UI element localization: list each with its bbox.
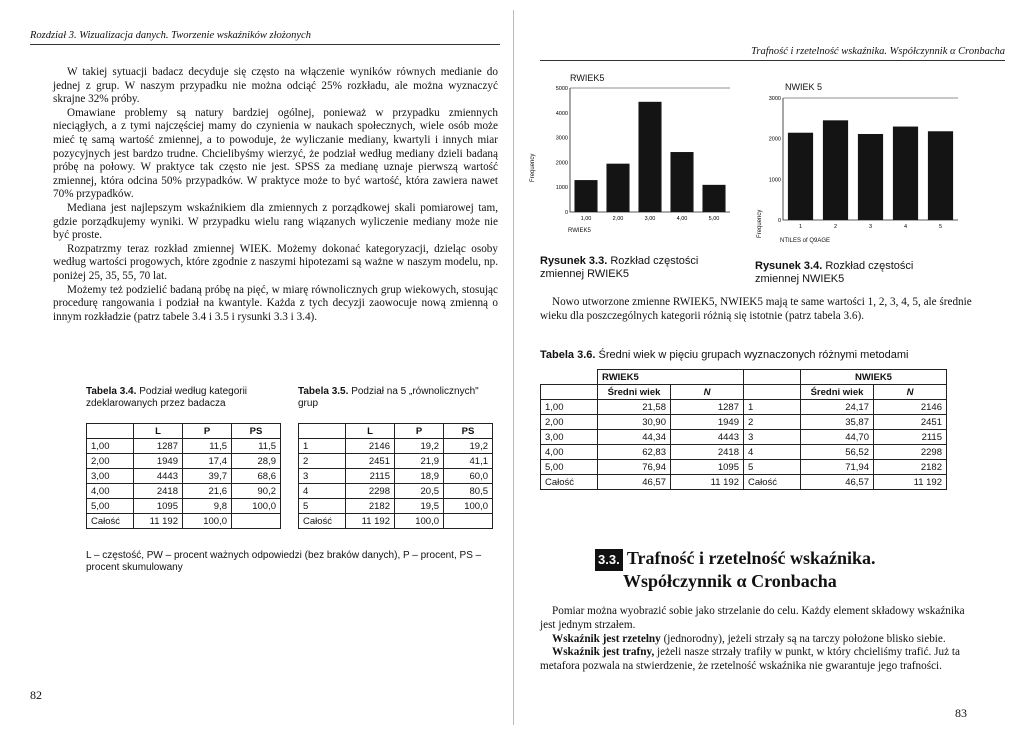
t34-cell: 68,6 [232, 469, 281, 484]
t35-cell: 100,0 [395, 514, 444, 529]
y-tick-label: 0 [564, 210, 568, 216]
t36-cell: 1949 [671, 415, 744, 430]
table-row [541, 430, 947, 445]
t36-cell: Całość [744, 475, 801, 490]
right-header-rule [540, 60, 1005, 61]
t36-cell: 1287 [671, 400, 744, 415]
t35-header-1: L [346, 424, 395, 439]
right-body-text [540, 605, 980, 674]
t36-cell: 11 192 [874, 475, 947, 490]
chart1-plot [530, 70, 740, 245]
x-tick-label: 4,00 [676, 216, 688, 222]
y-tick-label: 4000 [555, 110, 568, 117]
x-tick-label: 3,00 [644, 216, 656, 222]
t36-cell: 4,00 [541, 445, 598, 460]
bar [702, 185, 725, 212]
right-paragraph-2: Pomiar można wyobrazić sobie jako strzelanie do celu. Każdy element składowy wskaźnika jest jednym strzałem. [540, 605, 965, 631]
bar [858, 134, 883, 220]
t36-cell: 76,94 [598, 460, 671, 475]
t35-cell: 80,5 [444, 484, 493, 499]
table-row [299, 484, 493, 499]
t34-header-2: P [183, 424, 232, 439]
x-tick-label: 4 [903, 224, 908, 230]
t36-cell: 2,00 [541, 415, 598, 430]
t36-cell: 2146 [874, 400, 947, 415]
t35-cell: 5 [299, 499, 346, 514]
t34-cell: 11,5 [232, 439, 281, 454]
bar [606, 164, 629, 212]
x-tick-label: 2 [833, 224, 838, 230]
t35-cell: 18,9 [395, 469, 444, 484]
table-row [541, 460, 947, 475]
fig34-caption: Rysunek 3.4. Rozkład częstości zmiennej NWIEK5 [755, 260, 914, 285]
t34-cell: 2,00 [87, 454, 134, 469]
right-paragraph-4: Wskaźnik jest trafny, jeżeli nasze strzały trafiły w punkt, w który chcieliśmy trafić. Już ta metafora pozwala na stwierdzenie, że rzetelność wskaźnika nie gwarantuje jego trafności. [540, 646, 960, 673]
t35-header-0 [299, 424, 346, 439]
table-3-5 [298, 423, 493, 529]
t36-cell: 2115 [874, 430, 947, 445]
sub-mean-1: Średni wiek [598, 385, 671, 400]
t36-cell: 2451 [874, 415, 947, 430]
bar [670, 152, 693, 212]
t35-cell: Całość [299, 514, 346, 529]
section-title-line2: Współczynnik α Cronbacha [623, 571, 837, 591]
y-tick-label: 5000 [555, 86, 568, 92]
t35-cell: 2115 [346, 469, 395, 484]
t36-cell: 21,58 [598, 400, 671, 415]
footnote: L – częstość, PW – procent ważnych odpowiedzi (bez braków danych), P – procent, PS – procent skumulowany [86, 550, 482, 573]
paragraph-2: Omawiane problemy są natury bardziej ogólnej, ponieważ w przypadku zmiennych nieciągłych, a z tymi najczęściej mamy do czynienia w naukach społecznych, wiele osób może mieć tę samą wartość zmiennej, a to powoduje, że wyliczanie mediany, kwartyli i innych miar pozycyjnych jest bardzo trudne. Chcielibyśmy wierzyć, że podział według mediany dzieli badaną próbę na połowy. W praktyce tak często nie jest. SPSS za medianę uznaje pierwszą wartość zmiennej, która odcina 50% przypadków. W praktyce może to być wartość, która zawiera nawet 70% przypadków. [53, 106, 498, 201]
chart-nwiek5 [755, 78, 970, 250]
table-row [87, 484, 281, 499]
table-row [299, 439, 493, 454]
chart2-xlabel: NTILES of Q9AGE [780, 238, 831, 244]
t34-cell: 5,00 [87, 499, 134, 514]
section-title-line1: Trafność i rzetelność wskaźnika. [626, 548, 876, 568]
t36-cell: 3 [744, 430, 801, 445]
table-row [299, 454, 493, 469]
left-header-rule [30, 44, 500, 45]
chart2-title: NWIEK 5 [785, 82, 823, 92]
t36-cell: 4443 [671, 430, 744, 445]
paragraph-5: Możemy też podzielić badaną próbę na pięć, w miarę równolicznych grup wiekowych, stosując procedurę rangowania i podział na kwantyle. Każda z tych decyzji zaowocuje nową zmienną o innym rozkładzie (patrz tabele 3.4 i 3.5 i rysunki 3.3 i 3.4). [53, 283, 498, 323]
t35-cell: 60,0 [444, 469, 493, 484]
t36-cell: 56,52 [801, 445, 874, 460]
t34-header-1: L [134, 424, 183, 439]
y-tick-label: 2000 [768, 136, 781, 143]
y-tick-label: 0 [777, 218, 781, 224]
chart1-title: RWIEK5 [570, 73, 605, 83]
right-page-number: 83 [955, 706, 967, 720]
t34-cell: 100,0 [232, 499, 281, 514]
t35-cell [444, 514, 493, 529]
sub-n-2: N [874, 385, 947, 400]
x-tick-label: 3 [868, 224, 873, 230]
t36-cell: 71,94 [801, 460, 874, 475]
bar [574, 180, 597, 212]
t35-cell: 19,2 [444, 439, 493, 454]
table-3-4 [86, 423, 281, 529]
t36-cell: 11 192 [671, 475, 744, 490]
table36-caption: Tabela 3.6. Średni wiek w pięciu grupach wyznaczonych różnymi metodami [540, 349, 909, 361]
t36-cell: 24,17 [801, 400, 874, 415]
right-running-header: Trafność i rzetelność wskaźnika. Współczynnik α Cronbacha [751, 46, 1005, 57]
t35-cell: 2 [299, 454, 346, 469]
t34-cell: 3,00 [87, 469, 134, 484]
t36-cell: 44,70 [801, 430, 874, 445]
t34-cell: 11,5 [183, 439, 232, 454]
t34-cell: 28,9 [232, 454, 281, 469]
t36-cell: 1,00 [541, 400, 598, 415]
t35-cell: 2451 [346, 454, 395, 469]
t34-cell: 100,0 [183, 514, 232, 529]
chart1-ylabel: Frequency [530, 153, 536, 182]
t36-cell: 2418 [671, 445, 744, 460]
t34-cell: 1287 [134, 439, 183, 454]
t35-cell: 3 [299, 469, 346, 484]
sub-mean-2: Średni wiek [801, 385, 874, 400]
paragraph-1: W takiej sytuacji badacz decyduje się często na włączenie wyników równych medianie do jednej z grup. W naszym przypadku nie można odciąć 25% rozkładu, ale można wyznaczyć skrajne 32% próby. [53, 66, 498, 106]
table-row [87, 454, 281, 469]
t36-cell: Całość [541, 475, 598, 490]
group-rwiek5: RWIEK5 [598, 370, 744, 385]
t36-cell: 3,00 [541, 430, 598, 445]
page-gutter [513, 10, 514, 725]
section-heading [595, 548, 995, 591]
t35-cell: 2146 [346, 439, 395, 454]
table-row [541, 415, 947, 430]
t36-cell: 5 [744, 460, 801, 475]
t35-cell: 19,5 [395, 499, 444, 514]
t36-cell: 46,57 [801, 475, 874, 490]
t34-cell: 17,4 [183, 454, 232, 469]
y-tick-label: 2000 [555, 160, 568, 167]
t34-cell: 4,00 [87, 484, 134, 499]
paragraph-3: Mediana jest najlepszym wskaźnikiem dla zmiennych z porządkowej skali pomiarowej tam, gdzie porządkujemy wyniki. W przypadku wielu rang wiązanych wyliczenie mediany może nie być proste. [53, 201, 498, 242]
t35-cell: 19,2 [395, 439, 444, 454]
bar [928, 131, 953, 220]
left-running-header: Rozdział 3. Wizualizacja danych. Tworzenie wskaźników złożonych [30, 30, 311, 41]
t36-cell: 1 [744, 400, 801, 415]
y-tick-label: 1000 [768, 177, 781, 184]
bar [788, 133, 813, 220]
sub-n-1: N [671, 385, 744, 400]
t34-cell: 1095 [134, 499, 183, 514]
t35-header-3: PS [444, 424, 493, 439]
t34-cell: 9,8 [183, 499, 232, 514]
t36-cell: 4 [744, 445, 801, 460]
y-tick-label: 3000 [555, 135, 568, 142]
t35-cell: 100,0 [444, 499, 493, 514]
table-row [541, 400, 947, 415]
x-tick-label: 1 [798, 224, 803, 230]
x-tick-label: 5,00 [708, 216, 720, 222]
left-page-number: 82 [30, 688, 42, 702]
t34-cell: Całość [87, 514, 134, 529]
t35-cell: 2182 [346, 499, 395, 514]
right-paragraph-3: Wskaźnik jest rzetelny (jednorodny), jeżeli strzały są na tarczy położone blisko siebie. [552, 632, 946, 645]
t35-header-2: P [395, 424, 444, 439]
y-tick-label: 3000 [768, 96, 781, 102]
table34-caption: Tabela 3.4. Podział według kategorii zdeklarowanych przez badacza [86, 386, 248, 409]
t36-cell: 5,00 [541, 460, 598, 475]
table-row [541, 445, 947, 460]
t36-cell: 2 [744, 415, 801, 430]
table35-caption: Tabela 3.5. Podział na 5 „równolicznych" grup [298, 386, 479, 409]
chart-rwiek5 [530, 70, 740, 245]
paragraph-4: Rozpatrzmy teraz rozkład zmiennej WIEK. Możemy dokonać kategoryzacji, dzieląc osoby według wartości progowych, które zgodnie z naszymi hipotezami są ważne w naszym modelu, np. poniżej 25, 35, 55, 70 lat. [53, 242, 498, 282]
bar [823, 120, 848, 220]
table-row [299, 499, 493, 514]
x-tick-label: 2,00 [612, 216, 624, 222]
fig33-caption: Rysunek 3.3. Rozkład częstości zmiennej RWIEK5 [540, 255, 699, 280]
t35-cell: 1 [299, 439, 346, 454]
x-tick-label: 1,00 [580, 216, 592, 222]
y-tick-label: 1000 [555, 185, 568, 192]
t34-cell [232, 514, 281, 529]
left-body-text [53, 66, 498, 324]
t34-header-3: PS [232, 424, 281, 439]
t36-cell: 30,90 [598, 415, 671, 430]
table-row [299, 514, 493, 529]
table-row [541, 475, 947, 490]
table-row [87, 514, 281, 529]
t34-header-0 [87, 424, 134, 439]
t36-cell: 1095 [671, 460, 744, 475]
t34-cell: 39,7 [183, 469, 232, 484]
t35-cell: 11 192 [346, 514, 395, 529]
t34-cell: 11 192 [134, 514, 183, 529]
t36-cell: 46,57 [598, 475, 671, 490]
t34-cell: 90,2 [232, 484, 281, 499]
t34-cell: 4443 [134, 469, 183, 484]
bar [893, 127, 918, 220]
bar [638, 102, 661, 212]
table-row [87, 439, 281, 454]
section-number: 3.3. [595, 549, 623, 571]
t34-cell: 21,6 [183, 484, 232, 499]
x-tick-label: 5 [938, 224, 943, 230]
t35-cell: 41,1 [444, 454, 493, 469]
table-row [87, 499, 281, 514]
t35-cell: 2298 [346, 484, 395, 499]
chart2-plot [755, 78, 970, 250]
t35-cell: 21,9 [395, 454, 444, 469]
t34-cell: 1949 [134, 454, 183, 469]
t34-cell: 1,00 [87, 439, 134, 454]
t34-cell: 2418 [134, 484, 183, 499]
t36-cell: 35,87 [801, 415, 874, 430]
table-row [299, 469, 493, 484]
t36-cell: 62,83 [598, 445, 671, 460]
table-row [87, 469, 281, 484]
t35-cell: 20,5 [395, 484, 444, 499]
table-3-6 [540, 369, 947, 490]
t35-cell: 4 [299, 484, 346, 499]
group-nwiek5: NWIEK5 [801, 370, 947, 385]
chart1-xlabel: RWIEK5 [568, 228, 591, 234]
t36-cell: 2182 [874, 460, 947, 475]
chart2-ylabel: Frequency [757, 209, 763, 238]
t36-cell: 2298 [874, 445, 947, 460]
t36-cell: 44,34 [598, 430, 671, 445]
right-paragraph-1: Nowo utworzone zmienne RWIEK5, NWIEK5 mają te same wartości 1, 2, 3, 4, 5, ale średnie wieku dla poszczególnych kategorii różnią się istotnie (patrz tabela 3.6). [540, 296, 972, 322]
